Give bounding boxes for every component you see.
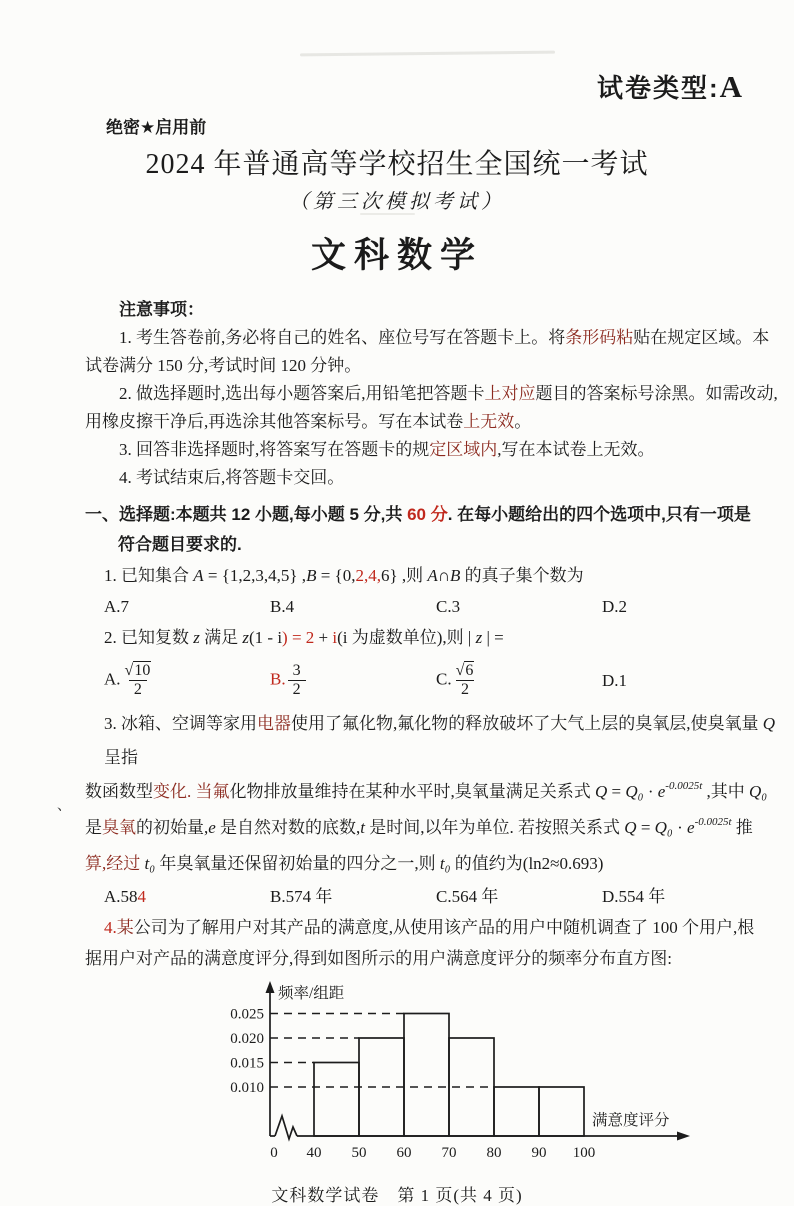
question-3-options <box>104 881 794 912</box>
paper-type-letter: A <box>719 69 742 104</box>
radicand: 6 <box>465 661 474 679</box>
sqrt-sign: √ <box>124 661 134 679</box>
question-4 <box>85 912 780 974</box>
question-1-options <box>104 591 794 622</box>
notes-item-4: 4. 考试结束后,将答题卡交回。 <box>119 468 345 487</box>
svg-text:0.015: 0.015 <box>230 1055 264 1072</box>
denominator: 2 <box>288 680 306 699</box>
option-c: C.564 年 <box>436 887 499 906</box>
scan-artifact <box>360 213 415 215</box>
svg-text:90: 90 <box>531 1145 547 1161</box>
svg-text:40: 40 <box>306 1145 322 1161</box>
notes-item-3: 3. 回答非选择题时,将答案写在答题卡的规定区域内,写在本试卷上无效。 <box>119 440 655 459</box>
question-2-options <box>104 653 794 707</box>
option-b <box>270 662 436 699</box>
question-3-line1: 3. 冰箱、空调等家用电器使用了氟化物,氟化物的释放破坏了大气上层的臭氧层,使臭氧量 Q 呈指 <box>104 714 776 767</box>
denominator: 2 <box>456 680 474 699</box>
option-c: C.3 <box>436 597 461 616</box>
question-3-line2: 数函数型变化. 当氟化物排放量维持在某种水平时,臭氧量满足关系式 $Q = Q_0 \cdot e^{-0.0025t}$ ,其中 Q₀ <box>85 780 768 801</box>
option-d: D.554 年 <box>602 887 666 906</box>
question-3 <box>85 707 780 881</box>
question-3-line4: 算,经过 t₀ 年臭氧量还保留初始量的四分之一,则 t₀ 的值约为(ln2≈0.693) <box>85 854 604 873</box>
page-footer: 文科数学试卷 第 1 页(共 4 页) <box>271 1186 523 1205</box>
notes-item-1: 1. 考生答卷前,务必将自己的姓名、座位号写在答题卡上。将条形码粘贴在规定区域。本试卷满分 150 分,考试时间 120 分钟。 <box>85 328 770 375</box>
question-4-line2: 据用户对产品的满意度评分,得到如图所示的用户满意度评分的频率分布直方图: <box>85 949 672 968</box>
notes-heading: 注意事项： <box>119 300 204 319</box>
option-c <box>436 662 602 699</box>
option-a: A.7 <box>104 597 130 616</box>
fraction <box>123 662 154 699</box>
section-1-line1: 一、选择题:本题共 12 小题,每小题 5 分,共 60 分. 在每小题给出的四个选项中,只有一项是 <box>85 505 751 524</box>
question-2-stem: 2. 已知复数 z 满足 z(1 - i) = 2 + i(i 为虚数单位),则 | z | = <box>104 628 504 647</box>
stray-mark: 、 <box>57 799 71 814</box>
notes-section <box>85 296 778 492</box>
notes-item-2: 2. 做选择题时,选出每小题答案后,用铅笔把答题卡上对应题目的答案标号涂黑。如需改动,用橡皮擦干净后,再选涂其他答案标号。写在本试卷上无效。 <box>85 384 778 431</box>
denominator: 2 <box>129 680 147 699</box>
fraction <box>454 662 477 699</box>
option-d: D.1 <box>602 670 628 690</box>
sqrt-sign: √ <box>455 661 465 679</box>
fraction <box>288 662 306 699</box>
svg-text:0: 0 <box>270 1145 278 1161</box>
option-d: D.2 <box>602 597 628 616</box>
question-1-stem: 1. 已知集合 A = {1,2,3,4,5} ,B = {0,2,4,6} ,则 A∩B 的真子集个数为 <box>104 566 584 585</box>
option-a <box>104 662 270 699</box>
svg-text:80: 80 <box>486 1145 502 1161</box>
numerator: 3 <box>292 661 301 679</box>
svg-text:60: 60 <box>396 1145 412 1161</box>
exam-subject: 文科数学 <box>310 236 483 275</box>
svg-text:0.020: 0.020 <box>230 1031 264 1047</box>
option-a-label: A. <box>104 668 121 688</box>
svg-text:50: 50 <box>351 1145 367 1161</box>
paper-type-label: 试卷类型: <box>596 73 720 103</box>
histogram-svg <box>222 978 702 1176</box>
svg-text:100: 100 <box>572 1145 596 1161</box>
svg-text:频率/组距: 频率/组距 <box>278 985 345 1002</box>
exam-subtitle: （第三次模拟考试） <box>289 191 505 213</box>
svg-text:满意度评分: 满意度评分 <box>592 1112 670 1129</box>
question-2 <box>85 622 780 653</box>
radicand: 10 <box>134 661 151 679</box>
exam-title: 2024 年普通高等学校招生全国统一考试 <box>145 149 649 180</box>
secrecy-notice: 绝密★启用前 <box>106 118 207 137</box>
question-1 <box>85 560 780 591</box>
svg-text:0.025: 0.025 <box>230 1006 264 1023</box>
question-4-line1: 4.某公司为了解用户对其产品的满意度,从使用该产品的用户中随机调查了 100 个用户,根 <box>104 918 755 937</box>
frequency-histogram <box>222 978 702 1181</box>
section-1-line2: 符合题目要求的. <box>118 535 242 554</box>
option-a: A.584 <box>104 887 147 906</box>
option-b: B.574 年 <box>270 887 333 906</box>
svg-text:70: 70 <box>441 1145 457 1161</box>
option-b-label: B. <box>270 668 286 688</box>
section-1-header <box>85 500 780 560</box>
svg-text:0.010: 0.010 <box>230 1080 264 1096</box>
question-3-line3: 是臭氧的初始量,e 是自然对数的底数,t 是时间,以年为单位. 若按照关系式 $Q = Q_0 \cdot e^{-0.0025t}$ 推 <box>85 816 753 837</box>
option-c-label: C. <box>436 668 452 688</box>
option-b: B.4 <box>270 597 295 616</box>
